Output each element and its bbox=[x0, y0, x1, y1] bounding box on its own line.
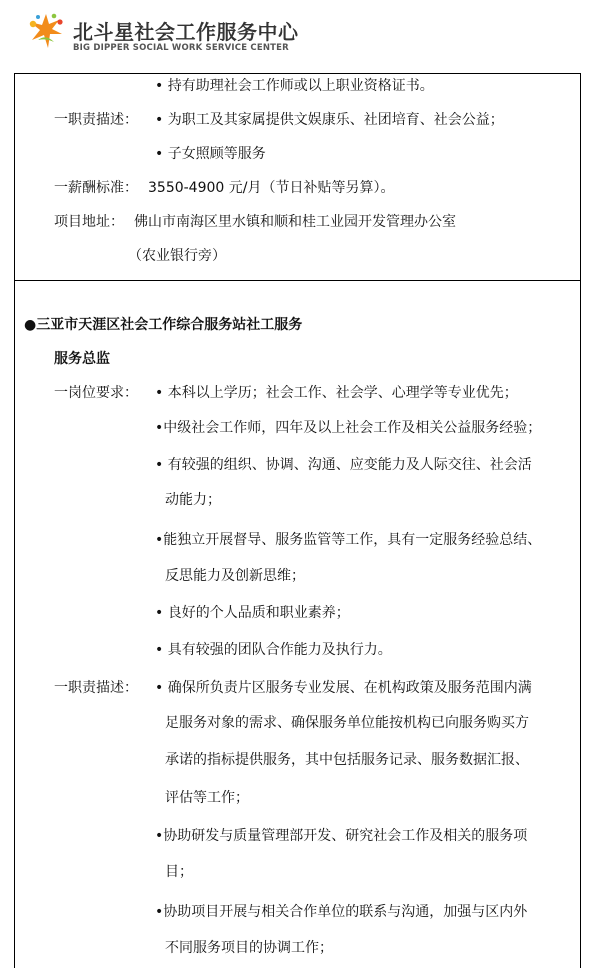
org-name-cn: 北斗星社会工作服务中心 bbox=[73, 20, 299, 44]
requirement-item: • 有较强的组织、协调、沟通、应变能力及人际交往、社会活 bbox=[155, 457, 532, 473]
section-divider bbox=[15, 280, 580, 281]
requirement-item: •能独立开展督导、服务监管等工作，具有一定服务经验总结、 bbox=[155, 532, 542, 548]
duty-item-cont: 足服务对象的需求、确保服务单位能按机构已向服务购买方 bbox=[165, 715, 529, 731]
duty-item-cont: 目； bbox=[165, 864, 193, 880]
duty-item: • 子女照顾等服务 bbox=[155, 146, 266, 162]
duty-item-cont: 评估等工作； bbox=[165, 790, 249, 806]
address-note: （农业银行旁） bbox=[128, 248, 226, 264]
duty-item-cont: 承诺的指标提供服务，其中包括服务记录、服务数据汇报、 bbox=[165, 752, 529, 768]
requirement-item: • 本科以上学历；社会工作、社会学、心理学等专业优先； bbox=[155, 385, 518, 401]
address-value: 佛山市南海区里水镇和顺和桂工业园开发管理办公室 bbox=[134, 214, 456, 230]
requirement-item-cont: 反思能力及创新思维； bbox=[165, 568, 305, 584]
requirement-item: • 良好的个人品质和职业素养； bbox=[155, 605, 350, 621]
position-title: 服务总监 bbox=[54, 351, 110, 367]
requirement-item: •中级社会工作师，四年及以上社会工作及相关公益服务经验； bbox=[155, 420, 542, 436]
page-header bbox=[0, 0, 595, 70]
duty-label: 一职责描述： bbox=[54, 112, 138, 128]
org-name-en: BIG DIPPER SOCIAL WORK SERVICE CENTER bbox=[73, 43, 289, 53]
duty-label: 一职责描述： bbox=[54, 680, 138, 696]
duty-item-cont: 不同服务项目的协调工作； bbox=[165, 940, 333, 956]
requirements-label: 一岗位要求： bbox=[54, 385, 138, 401]
duty-item: •协助研发与质量管理部开发、研究社会工作及相关的服务项 bbox=[155, 828, 528, 844]
salary-value: 3550-4900 元/月（节日补贴等另算）。 bbox=[148, 180, 395, 196]
salary-label: 一薪酬标准： bbox=[54, 180, 138, 196]
duty-item: • 确保所负责片区服务专业发展、在机构政策及服务范围内满 bbox=[155, 680, 532, 696]
requirement-item-cont: 动能力； bbox=[165, 492, 221, 508]
requirement-item: • 具有较强的团队合作能力及执行力。 bbox=[155, 642, 392, 658]
duty-item: • 为职工及其家属提供文娱康乐、社团培育、社会公益； bbox=[155, 112, 504, 128]
duty-item: •协助项目开展与相关合作单位的联系与沟通，加强与区内外 bbox=[155, 904, 528, 920]
qualification-item: • 持有助理社会工作师或以上职业资格证书。 bbox=[155, 78, 434, 94]
big-dipper-logo-icon bbox=[24, 10, 68, 54]
address-label: 项目地址： bbox=[54, 214, 124, 230]
organization-title: ●三亚市天涯区社会工作综合服务站社工服务 bbox=[24, 317, 303, 333]
